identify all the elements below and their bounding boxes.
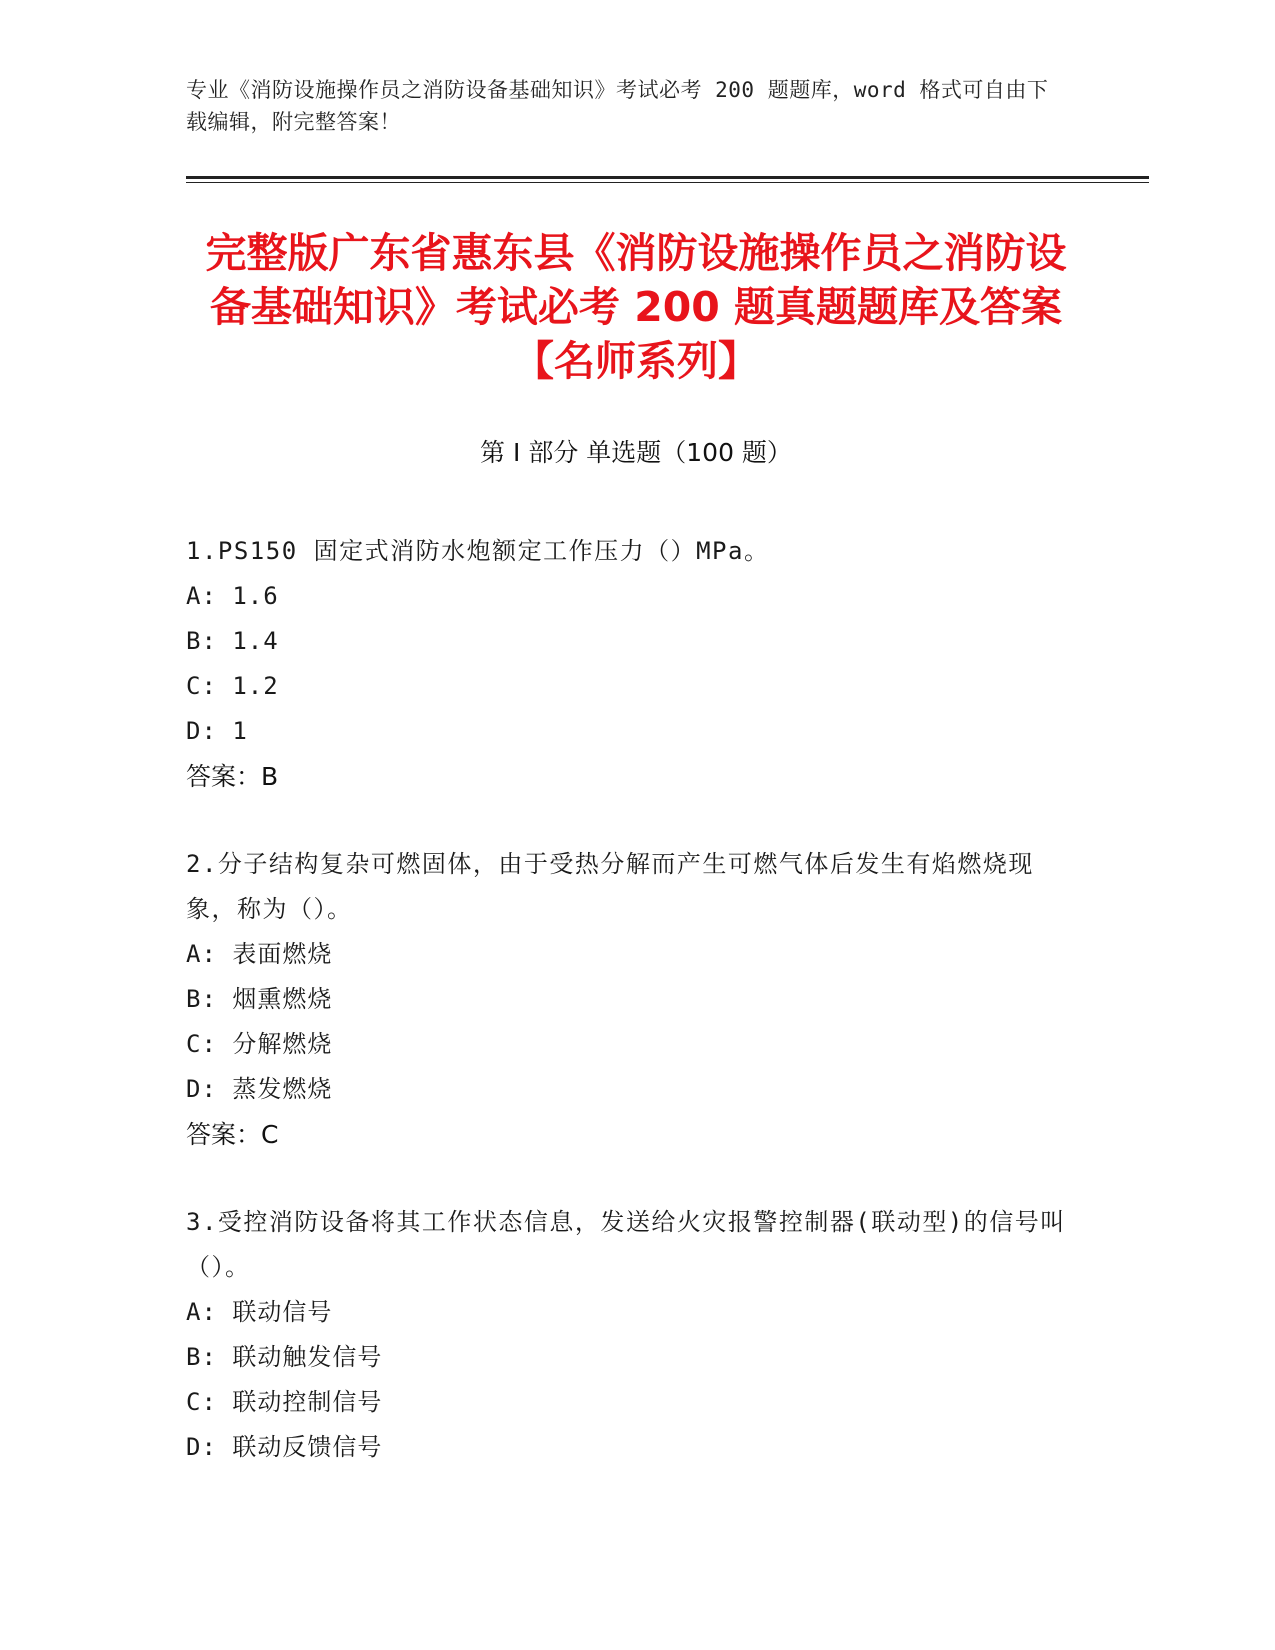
option-d: D: 联动反馈信号: [186, 1433, 383, 1461]
question-item: [186, 842, 1066, 1157]
option-b: B: 1.4: [186, 627, 279, 655]
answer-text: 答案：C: [186, 1120, 279, 1149]
question-list: [186, 529, 1066, 1513]
question-item: [186, 1200, 1066, 1470]
option-a: A: 联动信号: [186, 1298, 333, 1326]
document-title: 完整版广东省惠东县《消防设施操作员之消防设备基础知识》考试必考 200 题真题题库及答案【名师系列】: [205, 229, 1067, 385]
question-stem: 2.分子结构复杂可燃固体，由于受热分解而产生可燃气体后发生有焰燃烧现象，称为（）。: [186, 850, 1034, 923]
question-stem: 1.PS150 固定式消防水炮额定工作压力（）MPa。: [186, 537, 770, 565]
answer-text: 答案：B: [186, 762, 279, 791]
option-b: B: 烟熏燃烧: [186, 985, 333, 1013]
option-d: D: 1: [186, 717, 248, 745]
question-item: [186, 529, 1066, 799]
header-divider-thick: [186, 176, 1149, 179]
option-c: C: 1.2: [186, 672, 279, 700]
option-c: C: 联动控制信号: [186, 1388, 383, 1416]
header-divider-thin: [186, 182, 1149, 183]
section-heading: 第 I 部分 单选题（100 题）: [480, 438, 792, 467]
option-a: A: 1.6: [186, 582, 279, 610]
option-a: A: 表面燃烧: [186, 940, 333, 968]
option-c: C: 分解燃烧: [186, 1030, 333, 1058]
option-b: B: 联动触发信号: [186, 1343, 383, 1371]
question-stem: 3.受控消防设备将其工作状态信息，发送给火灾报警控制器(联动型)的信号叫（）。: [186, 1208, 1066, 1281]
header-note: 专业《消防设施操作员之消防设备基础知识》考试必考 200 题题库，word 格式可自由下载编辑，附完整答案！: [186, 78, 1049, 134]
option-d: D: 蒸发燃烧: [186, 1075, 333, 1103]
